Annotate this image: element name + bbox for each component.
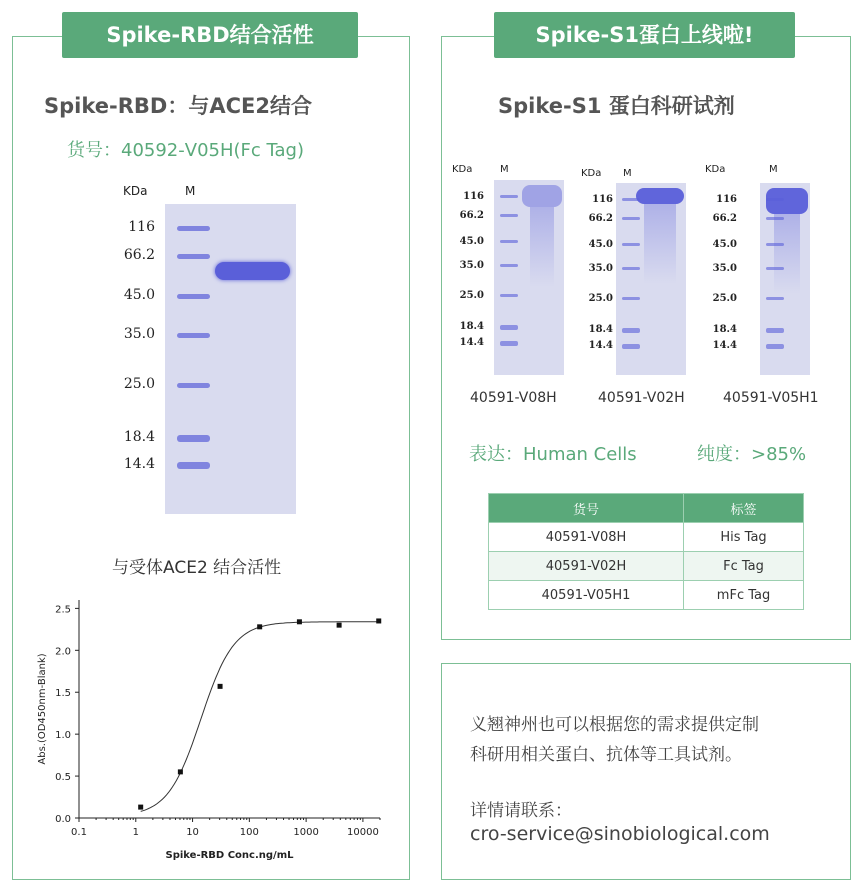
data-point [218, 684, 223, 689]
table-cell-tag: Fc Tag [684, 552, 804, 581]
left-gel-kda-label: KDa [123, 184, 148, 198]
marker-band [766, 344, 784, 349]
gel-kda-label: KDa [705, 164, 726, 175]
y-tick-label: 1.5 [55, 688, 71, 700]
left-gel-mw-label: 25.0 [123, 376, 155, 392]
marker-band [177, 294, 210, 299]
marker-band [622, 328, 640, 333]
x-tick-label: 10 [186, 827, 199, 838]
gel-mw-label: 25.0 [459, 290, 484, 301]
marker-band [622, 243, 640, 246]
y-tick-label: 0.5 [55, 772, 71, 784]
table-row [489, 552, 804, 581]
sample-band [522, 185, 562, 207]
gel-marker-label: M [769, 164, 778, 175]
gel-mw-label: 14.4 [459, 337, 484, 348]
x-tick-label: 100 [239, 827, 259, 838]
binding-chart-title: 与受体ACE2 结合活性 [112, 558, 282, 578]
left-gel-mw-label: 45.0 [123, 287, 155, 303]
data-point [138, 805, 143, 810]
marker-band [766, 297, 784, 300]
x-tick-label: 1000 [293, 827, 319, 838]
gel-image [616, 183, 686, 375]
data-point [257, 624, 262, 629]
contact-email-link[interactable]: cro-service@sinobiological.com [470, 823, 770, 845]
gel-mw-label: 66.2 [588, 213, 613, 224]
left-gel-mw-label: 35.0 [123, 326, 155, 342]
x-tick-label: 10000 [347, 827, 379, 838]
marker-band [622, 267, 640, 270]
gel-mw-label: 66.2 [712, 213, 737, 224]
left-gel-mw-label: 14.4 [123, 456, 155, 472]
left-gel-image [165, 204, 296, 514]
marker-band [500, 240, 518, 243]
purity-text: 纯度：>85% [697, 444, 807, 465]
contact-line-3: 详情请联系： [470, 801, 572, 821]
table-cell-tag: His Tag [684, 523, 804, 552]
marker-band [622, 344, 640, 349]
sample-smear [644, 204, 676, 284]
data-point [337, 623, 342, 628]
marker-band [500, 264, 518, 267]
left-catalog-number: 货号：40592-V05H(Fc Tag) [67, 140, 304, 161]
marker-band [177, 333, 210, 338]
contact-line-1: 义翘神州也可以根据您的需求提供定制 [470, 715, 759, 735]
gel-mw-label: 35.0 [588, 263, 613, 274]
marker-band [500, 195, 518, 198]
product-table [488, 493, 804, 610]
table-cell-catalog: 40591-V05H1 [489, 581, 684, 610]
gel-kda-label: KDa [581, 168, 602, 179]
gel-image [494, 180, 564, 375]
gel-mw-label: 116 [463, 191, 484, 202]
sample-smear [774, 214, 800, 294]
marker-band [177, 383, 210, 388]
fit-curve [141, 622, 379, 812]
gel-kda-label: KDa [452, 164, 473, 175]
x-tick-label: 1 [132, 827, 139, 838]
gel-mw-label: 66.2 [459, 210, 484, 221]
gel-mw-label: 18.4 [588, 324, 613, 335]
table-cell-tag: mFc Tag [684, 581, 804, 610]
sample-band [636, 188, 684, 204]
right-title: Spike-S1 蛋白科研试剂 [498, 94, 735, 118]
gel-caption: 40591-V05H1 [723, 390, 819, 406]
gel-image [760, 183, 810, 375]
x-axis-label: Spike-RBD Conc.ng/mL [165, 850, 294, 861]
data-point [376, 618, 381, 623]
marker-band [177, 462, 210, 469]
sample-band [766, 188, 808, 214]
y-axis-label: Abs.(OD450nm-Blank) [37, 653, 48, 765]
table-cell-catalog: 40591-V08H [489, 523, 684, 552]
table-row [489, 523, 804, 552]
table-cell-catalog: 40591-V02H [489, 552, 684, 581]
expression-text: 表达：Human Cells [469, 444, 637, 465]
gel-caption: 40591-V08H [470, 390, 557, 406]
gel-mw-label: 18.4 [459, 321, 484, 332]
gel-mw-label: 14.4 [588, 340, 613, 351]
gel-mw-label: 18.4 [712, 324, 737, 335]
left-gel-mw-label: 66.2 [123, 247, 155, 263]
gel-caption: 40591-V02H [598, 390, 685, 406]
sample-band [215, 262, 290, 280]
gel-marker-label: M [623, 168, 632, 179]
table-header-catalog: 货号 [489, 494, 684, 523]
contact-panel [441, 663, 851, 880]
x-tick-label: 0.1 [71, 827, 87, 838]
gel-mw-label: 25.0 [588, 293, 613, 304]
gel-mw-label: 25.0 [712, 293, 737, 304]
y-tick-label: 0.0 [55, 814, 71, 825]
left-section-tag: Spike-RBD结合活性 [62, 12, 358, 58]
left-gel-mw-label: 18.4 [123, 429, 155, 445]
left-gel-marker-label: M [185, 184, 196, 198]
data-point [297, 619, 302, 624]
gel-marker-label: M [500, 164, 509, 175]
marker-band [500, 341, 518, 346]
y-tick-label: 2.5 [55, 604, 71, 616]
left-title: Spike-RBD：与ACE2结合 [44, 94, 312, 118]
marker-band [622, 217, 640, 220]
gel-mw-label: 45.0 [588, 239, 613, 250]
marker-band [500, 214, 518, 217]
table-row [489, 581, 804, 610]
sample-smear [530, 207, 554, 287]
y-tick-label: 1.0 [55, 730, 71, 742]
marker-band [500, 294, 518, 297]
marker-band [177, 435, 210, 442]
binding-activity-chart [30, 590, 390, 870]
contact-line-2: 科研用相关蛋白、抗体等工具试剂。 [470, 745, 742, 765]
gel-mw-label: 45.0 [459, 236, 484, 247]
data-point [178, 769, 183, 774]
marker-band [177, 226, 210, 231]
gel-mw-label: 14.4 [712, 340, 737, 351]
left-gel-mw-label: 116 [128, 219, 155, 235]
marker-band [500, 325, 518, 330]
table-header-tag: 标签 [684, 494, 804, 523]
gel-mw-label: 116 [592, 194, 613, 205]
marker-band [766, 328, 784, 333]
right-section-tag: Spike-S1蛋白上线啦! [494, 12, 795, 58]
y-tick-label: 2.0 [55, 646, 71, 658]
gel-mw-label: 35.0 [712, 263, 737, 274]
gel-mw-label: 45.0 [712, 239, 737, 250]
marker-band [622, 297, 640, 300]
marker-band [177, 254, 210, 259]
gel-mw-label: 35.0 [459, 260, 484, 271]
gel-mw-label: 116 [716, 194, 737, 205]
